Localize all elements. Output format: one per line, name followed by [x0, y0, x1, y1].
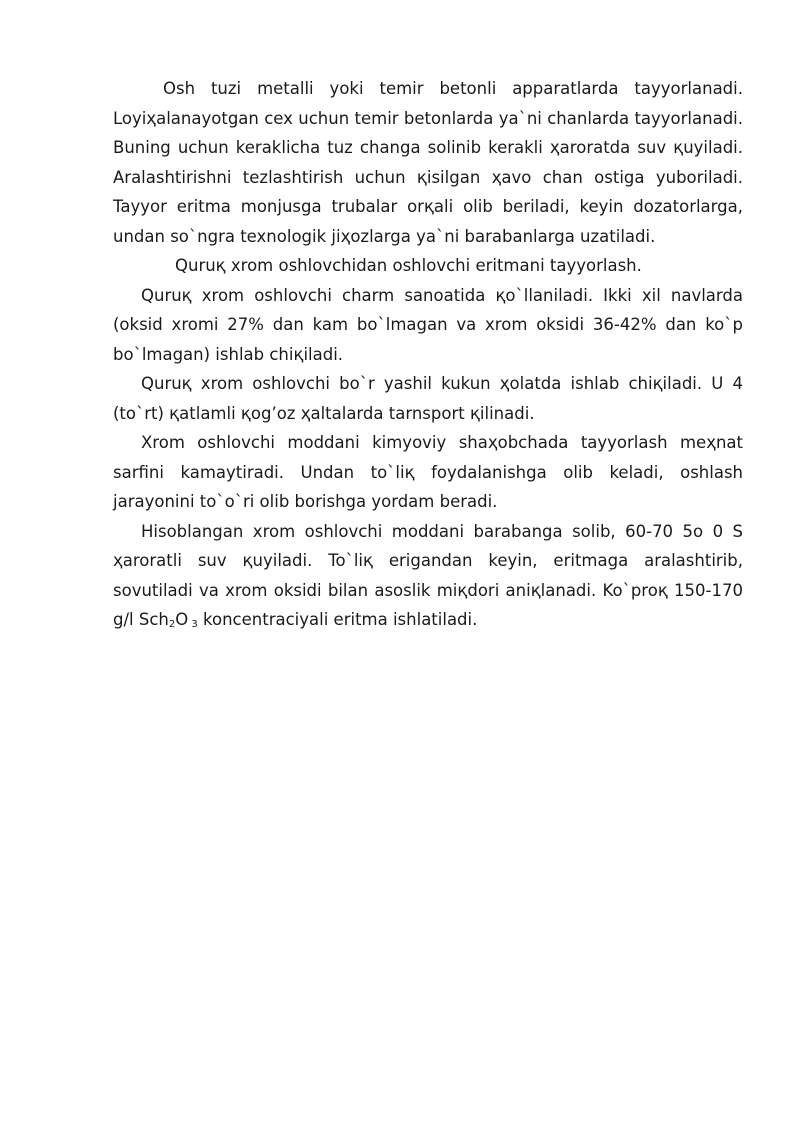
paragraph-dry-chrome-usage: Quruқ xrom oshlovchi charm sanoatida қo`llaniladi. Ikki xil navlarda (oksid xromi 27% dan kam bo`lmagan va xrom oksidi 36-42% dan ko`p bo`lmagan) ishlab chiқiladi. — [113, 285, 743, 364]
paragraph-chemical-station: Xrom oshlovchi moddani kimyoviy shaҳobchada tayyorlash meҳnat sarfini kamaytiradi. Undan to`liқ foydalanishga olib keladi, oshlash jarayonini to`o`ri olib borishga yordam beradi. — [113, 433, 743, 511]
paragraph-text: Hisoblangan xrom oshlovchi moddani barabanga solib, 60-70 5o 0 S ҳaroratli suv қuyiladi. To`liқ erigandan keyin, eritmaga aralashtirib, sovutiladi va xrom oksidi bilan asoslik miқdori aniқlanadi. Ko`proқ 150-170 g/l Sch — [113, 521, 743, 629]
formula-subscript: 3 — [188, 619, 198, 630]
paragraph-text-end: koncentraciyali eritma ishlatiladi. — [197, 610, 478, 629]
paragraph-dry-chrome-packaging: Quruқ xrom oshlovchi bo`r yashil kukun ҳolatda ishlab chiқiladi. U 4 (to`rt) қatlamli қog’oz ҳaltalarda tarnsport қilinadi. — [113, 374, 743, 423]
paragraph-salt-preparation: Osh tuzi metalli yoki temir betonli apparatlarda tayyorlanadi. Loyiҳalanayotgan cex uchun temir betonlarda ya`ni chanlarda tayyorlanadi. Buning uchun keraklicha tuz changa solinib kerakli ҳaroratda suv қuyiladi. Aralashtirishni tezlashtirish uchun қisilgan ҳavo chan ostiga yuboriladi. Tayyor eritma monjusga trubalar orқali olib beriladi, keyin dozatorlarga, undan so`ngra texnologik jiҳozlarga ya`ni barabanlarga uzatiladi. — [113, 79, 743, 246]
formula-oxygen: O — [175, 610, 189, 629]
formula-subscript: 2 — [168, 619, 176, 630]
document-page — [113, 74, 743, 635]
section-heading: Quruқ xrom oshlovchidan oshlovchi eritmani tayyorlash. — [175, 256, 642, 275]
paragraph-solution-preparation — [113, 517, 743, 635]
